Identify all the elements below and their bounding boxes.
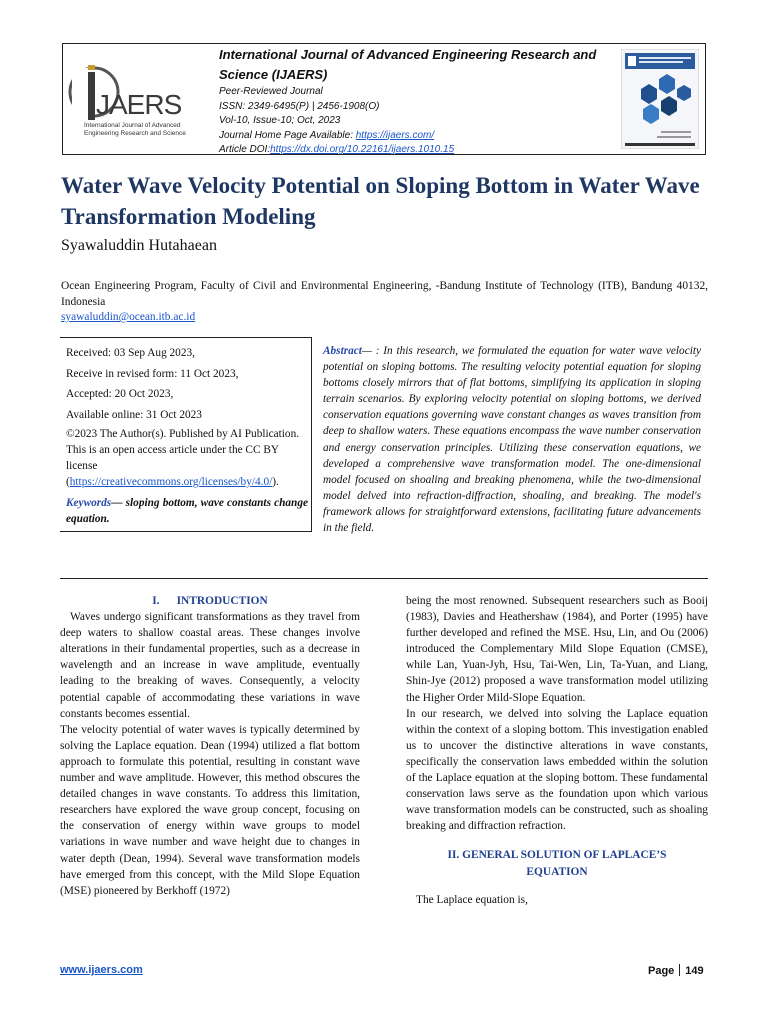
abstract <box>323 343 701 536</box>
keywords-label: Keywords <box>66 497 112 509</box>
logo-subtitle-1: International Journal of Advanced <box>84 122 181 129</box>
volume-line: Vol-10, Issue-10; Oct, 2023 <box>219 115 341 126</box>
issn-line: ISSN: 2349-6495(P) | 2456-1908(O) <box>219 100 380 112</box>
section-heading-introduction: I. INTRODUCTION <box>152 595 268 607</box>
author-email-link[interactable]: syawaluddin@ocean.itb.ac.id <box>61 311 196 323</box>
body-column-right <box>406 593 708 908</box>
keywords-text: — sloping bottom, wave constants change equation. <box>66 497 308 525</box>
page-separator <box>679 964 680 976</box>
peer-reviewed-label: Peer-Reviewed Journal <box>219 86 323 97</box>
author-affiliation: Ocean Engineering Program, Faculty of Civil and Environmental Engineering, -Bandung Institute of Technology (ITB), Bandung 40132, Indonesia <box>61 280 708 308</box>
home-page-link[interactable]: https://ijaers.com/ <box>355 129 435 141</box>
article-dates <box>66 343 308 490</box>
journal-cover-image <box>621 49 699 149</box>
abstract-label: Abstract <box>323 345 362 357</box>
body-column-left <box>60 593 360 899</box>
doi-line <box>219 143 619 158</box>
home-page-label: Journal Home Page Available: <box>219 129 356 141</box>
footer-website-link[interactable]: www.ijaers.com <box>60 964 143 976</box>
footer-page-number <box>648 964 704 977</box>
author-name: Syawaluddin Hutahaean <box>61 237 217 254</box>
paragraph-1: Waves undergo significant transformations as they travel from deep waters to shallow coastal areas. These changes involve alterations in their fundamental properties, such as a decrease in wavelength and an increase in wave amplitude, eventually leading to the breaking of waves. Consequently, a velocity potential capable of accommodating these variations in wave constants becomes essential. <box>60 611 360 720</box>
abstract-text: — : In this research, we formulated the equation for water wave velocity potential on sloping bottoms. The resulting velocity potential equation for sloping bottoms closely mirrors that of flat bottoms, simplifying its application in sloping terrain scenarios. By exploring velocity potential on sloping bottoms, we derived conservation equations governing wave constant changes as waves transition from deep to shallow waters. These equations encompass the wave number conservation and energy conservation principles. Utilizing these conservation equations, we developed a comprehensive wave transformation model. The one-dimensional model focused on shoaling and breaking phenomena, while the two-dimensional model delved into refraction-diffraction, shoaling, and breaking. The model's framework allows for straightforward extensions, facilitating future advancements in the field. <box>323 345 701 535</box>
paragraph-2: The velocity potential of water waves is typically determined by solving the Laplace equation. Dean (1994) utilized a flat bottom approach to formulate this potential, resulting in constant wave number and wave amplitude. However, this method obscures the detailed changes in wave constants. To address this limitation, researchers have explored the wave group concept, focusing on the conservation of energy within wave groups to model variations in wave number and wave height due to changes in water depth (Dean, 1994). Several wave transformation models have emerged from this concept, with the Mild Slope Equation (MSE) pioneered by Berkhoff (1972) <box>60 723 360 897</box>
page-label: Page <box>648 965 675 977</box>
paragraph-3: In our research, we delved into solving the Laplace equation within the context of a sloping bottom. This investigation enabled us to uncover the distinctive alterations in wave constants, specifically the conservation laws embedded within the solution of the Laplace equation at the sloping bottom. These fundamental conservation laws serve as the foundation upon which various wave transformation models can be constructed, such as shoaling breaking and diffraction refraction. <box>406 707 708 833</box>
ijaers-logo <box>64 64 204 140</box>
license-notice <box>66 426 308 490</box>
keywords <box>66 495 308 527</box>
article-title: Water Wave Velocity Potential on Sloping Bottom in Water Wave Transformation Modeling <box>61 173 700 229</box>
doi-link[interactable]: https://dx.doi.org/10.22161/ijaers.1010.15 <box>270 144 455 155</box>
paragraph-2-continued: being the most renowned. Subsequent researchers such as Booij (1983), Davies and Heathershaw (1984), and Porter (1995) have further developed and refined the MSE. Hsu, Lin, and Ou (2006) introduced the Complementary Mild Slope Equation (CMSE), while Lan, Yuan-Jyh, Hsu, Tai-Wen, Lin, Ta-Yuan, and Liang, Shin-Jye (2012) proposed a wave transformation model utilizing the Higher Order Mild-Slope Equation. <box>406 595 708 704</box>
online-date: Available online: 31 Oct 2023 <box>66 408 202 421</box>
page-number: 149 <box>685 965 704 977</box>
journal-name: International Journal of Advanced Engineering Research and Science (IJAERS) <box>219 47 597 82</box>
paragraph-4: The Laplace equation is, <box>416 893 528 906</box>
received-date: Received: 03 Sep Aug 2023, <box>66 347 195 359</box>
accepted-date: Accepted: 20 Oct 2023, <box>66 388 174 400</box>
license-open-paren: ( <box>66 476 70 488</box>
doi-label: Article DOI: <box>219 144 271 155</box>
home-page-line <box>219 129 619 144</box>
license-close-paren: ). <box>272 476 279 488</box>
journal-info <box>219 45 619 158</box>
license-text: ©2023 The Author(s). Published by AI Publication. This is an open access article under the CC BY license <box>66 428 300 472</box>
revised-date: Receive in revised form: 11 Oct 2023, <box>66 367 239 380</box>
logo-subtitle-2: Engineering Research and Science <box>84 130 186 137</box>
section-divider <box>60 578 708 579</box>
logo-wordmark: JAERS <box>96 89 182 120</box>
section-heading-general-solution: II. GENERAL SOLUTION OF LAPLACE’S EQUATION <box>447 849 667 878</box>
license-link[interactable]: https://creativecommons.org/licenses/by/4.0/ <box>69 476 273 488</box>
